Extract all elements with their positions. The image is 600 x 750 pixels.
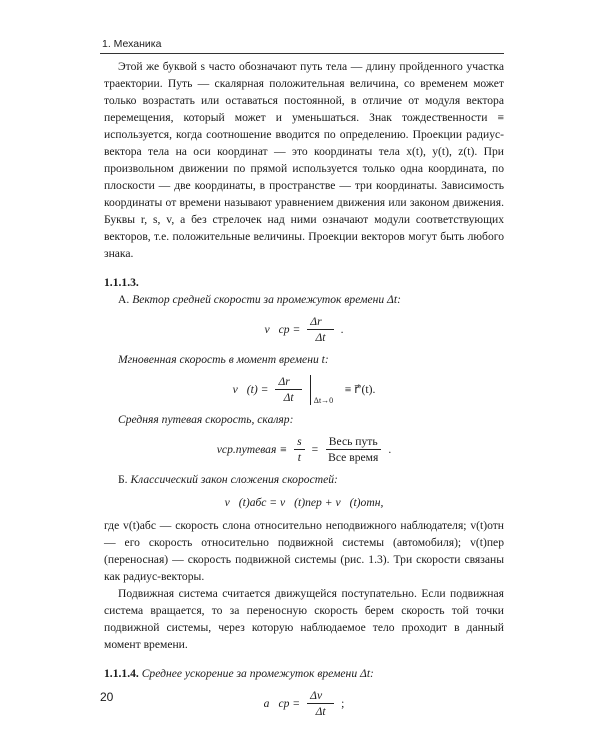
label-b: Б. (118, 473, 128, 486)
fraction (307, 688, 334, 719)
header-rule (100, 53, 504, 54)
paragraph-moving-system: Подвижная система считается движущейся поступательно. Если подвижная система вращается, то за переносную скорость берем скорость той точки подвижной системы, через которую наблюдаемое тело проходит в данный момент времени. (104, 587, 504, 651)
denominator: Δt (315, 331, 326, 344)
numerator: s (294, 434, 305, 450)
fraction (294, 434, 305, 465)
running-header: 1. Механика (102, 38, 162, 50)
fraction (275, 374, 301, 405)
denominator: Δt (283, 391, 294, 404)
limit-subscript: Δt→0 (313, 395, 334, 405)
formula-lhs: vср.путевая ≡ (216, 443, 288, 456)
denominator: t (297, 451, 301, 464)
formula-lhs: a⃗ср = (263, 697, 301, 710)
numerator: Δr⃗ (275, 374, 301, 390)
fraction (307, 314, 333, 345)
label-a: А. (118, 293, 130, 306)
section-heading-1-1-1-3: 1.1.1.3. (104, 276, 139, 289)
formula-velocity-sum (104, 494, 504, 511)
denominator: Все время (328, 451, 379, 464)
formula-lhs: v⃗(t) = (232, 383, 269, 396)
formula-text: v⃗(t)абс = v⃗(t)пер + v⃗(t)отн, (224, 496, 384, 509)
section-number: 1.1.1.4. (104, 667, 139, 680)
page-number: 20 (100, 690, 114, 704)
denominator: Δt (315, 705, 326, 718)
numerator: Δr⃗ (307, 314, 333, 330)
page-body (104, 58, 504, 725)
paragraph-average-velocity (104, 291, 504, 308)
formula-rhs: ≡ r⃗′(t). (344, 383, 376, 396)
formula-average-velocity: v⃗ср = $\frac{\Delta r⃗}{\Delta t}$ . (264, 315, 344, 344)
formula-lhs: v⃗ср = (264, 323, 301, 336)
paragraph-instant-velocity (104, 351, 504, 368)
paragraph-path-speed (104, 411, 504, 428)
numerator: Δv⃗ (307, 688, 334, 704)
formula-path-speed: vср.путевая ≡ $\frac{s}{t}$ = $\frac{\text{Весь путь}}{\text{Все время}}$ . (216, 435, 392, 464)
paragraph-explanation: где v(t)абс — скорость слона относительно неподвижного наблюдателя; v(t)отн — его скорость относительно подвижной системы (автомобиля); v(t)пер (переносная) — скорость подвижной системы (рис. 1.3). Три скорости связаны как радиус-векторы. (104, 519, 504, 583)
path-speed-text: Средняя путевая скорость, скаляр: (118, 413, 294, 426)
average-velocity-text: Вектор средней скорости за промежуток времени Δt: (132, 293, 401, 306)
fraction (325, 434, 381, 465)
instant-velocity-text: Мгновенная скорость в момент времени t: (118, 353, 329, 366)
velocity-addition-text: Классический закон сложения скоростей: (130, 473, 338, 486)
paragraph-velocity-addition (104, 471, 504, 488)
section-heading-1-1-1-4 (104, 665, 504, 682)
formula-average-acceleration: a⃗ср = $\frac{\Delta v⃗}{\Delta t}$ ; (263, 689, 345, 718)
average-acceleration-text: Среднее ускорение за промежуток времени Δt: (141, 667, 374, 680)
numerator: Весь путь (326, 434, 381, 450)
limit-bar (310, 375, 334, 405)
paragraph-path-definition: Этой же буквой s часто обозначают путь тела — длину пройденного участка траектории. Путь — скалярная положительная величина, со временем может только возрастать или оставаться постоянной, в отличие от модуля вектора перемещения, который может и уменьшаться. Знак тождественности ≡ используется, когда соотношение вводится по определению. Проекции радиус-вектора тела на оси координат — это координаты тела x(t), y(t), z(t). При произвольном движении по прямой используется только одна координата, по плоскости — две координаты, в пространстве — три координаты. Зависимость координаты от времени называют уравнением движения или законом движения. Буквы r, s, v, a без стрелочек над ними означают модули соответствующих векторов, т.е. положительные величины. Проекции векторов могут быть любого знака. (104, 60, 504, 260)
equals-sign: = (311, 443, 319, 456)
formula-instant-velocity (104, 374, 504, 405)
